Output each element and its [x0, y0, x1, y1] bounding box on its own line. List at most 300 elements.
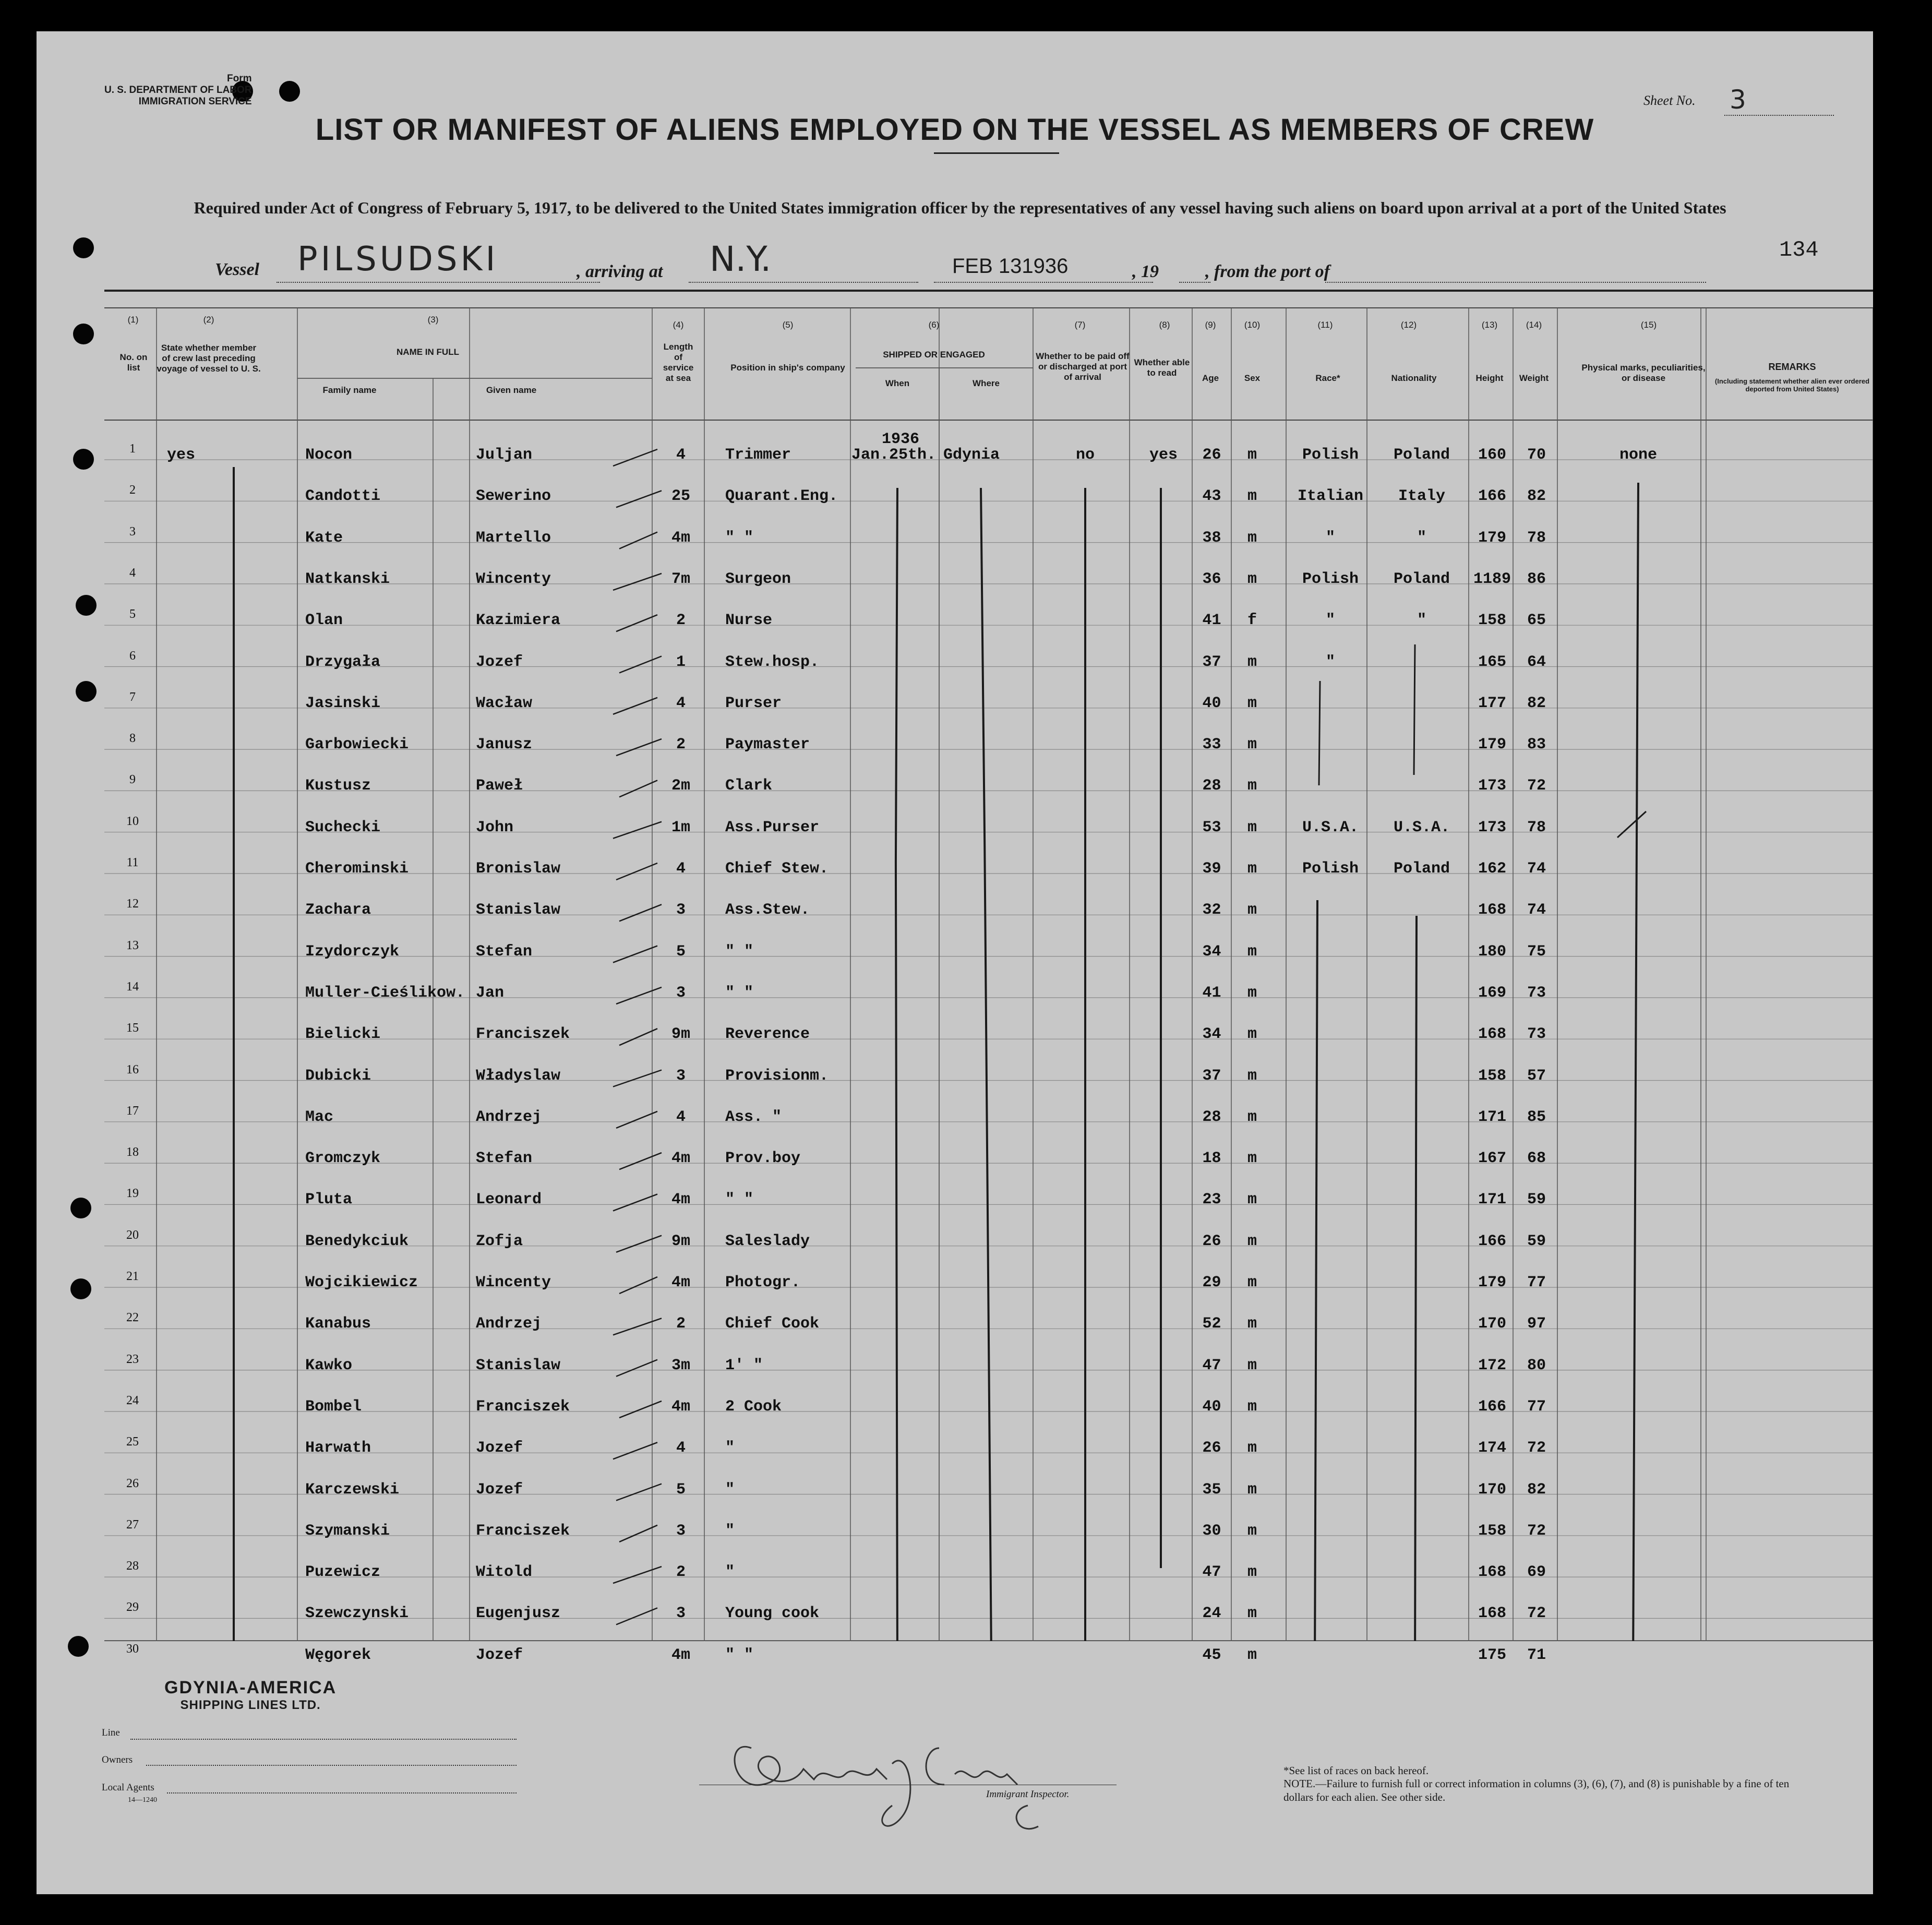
cell-weight: 59 [1527, 1232, 1546, 1250]
cell-service: 2 [676, 612, 686, 630]
cell-age: 38 [1202, 529, 1221, 547]
cell-service: 4 [676, 1439, 686, 1457]
cell-race: Polish [1302, 860, 1359, 878]
cell-weight: 65 [1527, 612, 1546, 630]
cell-height: 1189 [1473, 570, 1511, 588]
cell-position: " " [725, 1646, 754, 1664]
col5-header: Position in ship's company [730, 363, 845, 373]
cell-service: 4 [676, 446, 686, 464]
cell-family: Puzewicz [305, 1563, 381, 1582]
cell-height: 165 [1478, 653, 1506, 671]
cell-position: Purser [725, 694, 782, 712]
cell-weight: 72 [1527, 1605, 1546, 1623]
cell-service: 5 [676, 942, 686, 961]
cell-service: 3 [676, 1522, 686, 1540]
cell-age: 28 [1202, 1108, 1221, 1126]
cell-weight: 75 [1527, 942, 1546, 961]
cell-age: 35 [1202, 1480, 1221, 1499]
cell-sex: m [1247, 942, 1257, 961]
cell-no: 17 [126, 1104, 139, 1118]
sheet-label: Sheet No. [1643, 93, 1696, 108]
ditto-race-lower [1315, 900, 1317, 1641]
cell-position: Provisionm. [725, 1067, 829, 1085]
crew-table [104, 274, 1873, 1664]
cell-position: Photogr. [725, 1274, 801, 1292]
fine-note: NOTE.—Failure to furnish full or correct information in columns (3), (6), (7), and (8) is punishable by a fine of ten dollars for each alien. See other side. [1283, 1777, 1790, 1803]
cell-position: " [725, 1563, 735, 1582]
col7-number: (7) [1074, 320, 1086, 330]
cell-age: 43 [1202, 487, 1221, 506]
cell-sex: m [1247, 1191, 1257, 1209]
col9-number: (9) [1205, 320, 1216, 330]
cell-given: Kazimiera [476, 612, 561, 630]
col6-when-header: When [885, 378, 910, 388]
col14-number: (14) [1526, 320, 1542, 330]
cell-no: 19 [126, 1187, 139, 1201]
cell-weight: 83 [1527, 736, 1546, 754]
col16-header: REMARKS [1768, 362, 1816, 372]
cell-given: Leonard [476, 1191, 542, 1209]
cell-weight: 86 [1527, 570, 1546, 588]
cell-family: Jasinski [305, 694, 381, 712]
col10-header: Sex [1244, 373, 1261, 383]
ditto-line-marks [1633, 483, 1638, 1641]
races-note: *See list of races on back hereof. [1283, 1764, 1429, 1777]
cell-no: 14 [126, 979, 139, 994]
from-port-label: , from the port of [1205, 262, 1330, 281]
cell-no: 6 [129, 649, 136, 663]
cell-race: " [1325, 653, 1335, 671]
cell-position: " " [725, 529, 754, 547]
cell-family: Zachara [305, 901, 371, 919]
cell-weight: 82 [1527, 1480, 1546, 1499]
cell-height: 173 [1478, 818, 1506, 836]
cell-sex: m [1247, 1315, 1257, 1333]
cell-family: Natkanski [305, 570, 390, 588]
cell-position: Stew.hosp. [725, 653, 820, 671]
cell-height: 168 [1478, 1563, 1506, 1582]
cell-family: Pluta [305, 1191, 353, 1209]
cell-position: " [725, 1480, 735, 1499]
ditto-line-when [895, 488, 897, 1641]
cell-height: 158 [1478, 1067, 1506, 1085]
cell-race: " [1325, 529, 1335, 547]
col8-number: (8) [1159, 320, 1170, 330]
cell-no: 7 [129, 690, 136, 704]
cell-sex: m [1247, 1646, 1257, 1664]
cell-no: 30 [126, 1642, 139, 1656]
cell-no: 2 [129, 483, 136, 497]
cell-height: 168 [1478, 1605, 1506, 1623]
cell-age: 34 [1202, 1025, 1221, 1044]
col2-number: (2) [203, 315, 214, 325]
col12-header: Nationality [1391, 373, 1437, 383]
cell-age: 37 [1202, 1067, 1221, 1085]
cell-age: 18 [1202, 1150, 1221, 1168]
inspector-label: Immigrant Inspector. [986, 1789, 1070, 1800]
cell-service: 3 [676, 901, 686, 919]
cell-given: Jozef [476, 1646, 523, 1664]
cell-nationality: Poland [1393, 446, 1450, 464]
cell-weight: 82 [1527, 694, 1546, 712]
cell-given: Paweł [476, 777, 523, 795]
arriving-label: , arriving at [577, 262, 663, 281]
col1-number: (1) [127, 315, 139, 325]
cell-no: 16 [126, 1062, 139, 1077]
cell-height: 170 [1478, 1315, 1506, 1333]
cell-position: " [725, 1439, 735, 1457]
cell-nationality: U.S.A. [1393, 818, 1450, 836]
cell-family: Szymanski [305, 1522, 390, 1540]
cell-no: 28 [126, 1559, 139, 1573]
col2-header: State whether member of crew last preceding voyage of vessel to U. S. [157, 343, 261, 374]
cell-age: 52 [1202, 1315, 1221, 1333]
cell-service: 5 [676, 1480, 686, 1499]
cell-family: Karczewski [305, 1480, 400, 1499]
cell-no: 11 [126, 856, 139, 869]
cell-sex: m [1247, 901, 1257, 919]
vessel-label: Vessel [215, 260, 259, 279]
cell-given: Stanislaw [476, 1356, 561, 1374]
cell-position: Young cook [725, 1605, 820, 1623]
cell-weight: 64 [1527, 653, 1546, 671]
cell-race: Polish [1302, 570, 1359, 588]
cell-family: Harwath [305, 1439, 371, 1457]
cell-race: " [1325, 612, 1335, 630]
cell-height: 175 [1478, 1646, 1506, 1664]
cell-no: 5 [129, 607, 136, 621]
cell-service: 2 [676, 1563, 686, 1582]
cell-race: Italian [1297, 487, 1364, 506]
cell-given: Wincenty [476, 1274, 551, 1292]
cell-sex: m [1247, 1067, 1257, 1085]
cell-family: Garbowiecki [305, 736, 409, 754]
cell-position: Trimmer [725, 446, 791, 464]
cell-weight: 97 [1527, 1315, 1546, 1333]
cell-age: 29 [1202, 1274, 1221, 1292]
cell-height: 179 [1478, 529, 1506, 547]
cell-family: Wojcikiewicz [305, 1274, 418, 1292]
cell-race: Polish [1302, 446, 1359, 464]
cell-family: Bielicki [305, 1025, 381, 1044]
cell-weight: 59 [1527, 1191, 1546, 1209]
cell-position: 2 Cook [725, 1397, 782, 1416]
cell-family: Kawko [305, 1356, 353, 1374]
cell-sex: m [1247, 653, 1257, 671]
vessel-name: PILSUDSKI [297, 240, 499, 279]
cell-nationality: Poland [1393, 860, 1450, 878]
cell-position: Clark [725, 777, 773, 795]
cell-height: 174 [1478, 1439, 1506, 1457]
col6-where-header: Where [973, 378, 1000, 388]
cell-sex: m [1247, 818, 1257, 836]
cell-height: 160 [1478, 446, 1506, 464]
cell-given: Martello [476, 529, 551, 547]
cell-age: 23 [1202, 1191, 1221, 1209]
punch-hole [76, 681, 97, 702]
cell-sex: m [1247, 1480, 1257, 1499]
year-label: , 19 [1132, 262, 1159, 281]
cell-read: yes [1149, 446, 1178, 464]
line-underline [130, 1739, 517, 1740]
cell-weight: 74 [1527, 901, 1546, 919]
cell-weight: 72 [1527, 1439, 1546, 1457]
cell-given: Stefan [476, 942, 533, 961]
cell-no: 9 [129, 773, 136, 787]
cell-weight: 72 [1527, 777, 1546, 795]
company-stamp [164, 1678, 337, 1713]
cell-service: 4m [671, 1191, 690, 1209]
ditto-nationality-upper [1414, 644, 1415, 775]
cell-position: Ass.Stew. [725, 901, 810, 919]
cell-weight: 68 [1527, 1150, 1546, 1168]
cell-age: 40 [1202, 1397, 1221, 1416]
cell-no: 1 [129, 442, 136, 456]
cell-service: 3 [676, 984, 686, 1002]
punch-hole [70, 1278, 91, 1299]
cell-height: 177 [1478, 694, 1506, 712]
company-stamp-line1: GDYNIA-AMERICA [164, 1678, 337, 1697]
cell-height: 180 [1478, 942, 1506, 961]
cell-sex: m [1247, 1605, 1257, 1623]
cell-family: Olan [305, 612, 343, 630]
ditto-nationality-lower [1415, 916, 1417, 1641]
cell-service: 2 [676, 1315, 686, 1333]
col11-number: (11) [1317, 320, 1333, 330]
cell-given: Bronislaw [476, 860, 561, 878]
punch-hole [76, 595, 97, 616]
col6-number: (6) [928, 320, 940, 330]
cell-service: 4m [671, 1150, 690, 1168]
cell-nationality: Poland [1393, 570, 1450, 588]
cell-position: Chief Stew. [725, 860, 829, 878]
shipped-year: 1936 [882, 431, 920, 448]
cell-age: 53 [1202, 818, 1221, 836]
cell-given: Sewerino [476, 487, 551, 506]
cell-given: Franciszek [476, 1522, 570, 1540]
cell-no: 21 [126, 1270, 139, 1283]
cell-sex: m [1247, 1025, 1257, 1044]
cell-position: " " [725, 984, 754, 1002]
cell-age: 26 [1202, 1232, 1221, 1250]
cell-weight: 71 [1527, 1646, 1546, 1664]
punch-hole [279, 81, 300, 102]
cell-weight: 73 [1527, 984, 1546, 1002]
cell-position: Saleslady [725, 1232, 810, 1250]
col15-number: (15) [1640, 320, 1657, 330]
col16-subheader: (Including statement whether alien ever ordered deported from United States) [1714, 377, 1870, 393]
cell-sex: m [1247, 1563, 1257, 1582]
stamp-number: 134 [1779, 237, 1819, 262]
cell-family: Szewczynski [305, 1605, 409, 1623]
tick-remark [1617, 811, 1646, 838]
form-id [104, 73, 252, 107]
cell-service: 9m [671, 1232, 690, 1250]
col4-header: Length of service at sea [663, 342, 694, 383]
cell-weight: 74 [1527, 860, 1546, 878]
cell-service: 4m [671, 529, 690, 547]
cell-age: 39 [1202, 860, 1221, 878]
cell-age: 41 [1202, 612, 1221, 630]
company-stamp-line2: SHIPPING LINES LTD. [180, 1698, 321, 1712]
cell-given: John [476, 818, 514, 836]
cell-height: 169 [1478, 984, 1506, 1002]
col7-header: Whether to be paid off or discharged at port of arrival [1036, 351, 1130, 382]
cell-position: " " [725, 942, 754, 961]
cell-sex: m [1247, 1232, 1257, 1250]
cell-position: Surgeon [725, 570, 791, 588]
cell-service: 3 [676, 1067, 686, 1085]
cell-no: 23 [126, 1352, 139, 1366]
cell-given: Wincenty [476, 570, 551, 588]
cell-sex: m [1247, 1274, 1257, 1292]
cell-sex: m [1247, 736, 1257, 754]
cell-given: Władyslaw [476, 1067, 561, 1085]
owners-underline [146, 1765, 517, 1766]
cell-sex: m [1247, 777, 1257, 795]
cell-weight: 77 [1527, 1397, 1546, 1416]
cell-family: Muller-Cieślikow. [305, 984, 465, 1002]
cell-no: 27 [126, 1517, 139, 1532]
form-label: Form [227, 73, 252, 84]
cell-weight: 73 [1527, 1025, 1546, 1044]
cell-height: 158 [1478, 612, 1506, 630]
cell-family: Dubicki [305, 1067, 371, 1085]
agents-underline [167, 1792, 517, 1794]
cell-given: Zofja [476, 1232, 523, 1250]
cell-family: Drzygała [305, 653, 381, 671]
cell-no: 20 [126, 1228, 139, 1242]
col12-number: (12) [1400, 320, 1417, 330]
cell-height: 173 [1478, 777, 1506, 795]
page-title: LIST OR MANIFEST OF ALIENS EMPLOYED ON THE VESSEL AS MEMBERS OF CREW [315, 113, 1594, 147]
cell-given: Juljan [476, 446, 533, 464]
cell-service: 3m [671, 1356, 690, 1374]
department-label: U. S. DEPARTMENT OF LABOR [104, 85, 252, 95]
cell-position: Quarant.Eng. [725, 487, 838, 506]
col3-family-header: Family name [322, 385, 377, 395]
title-rule [934, 152, 1059, 154]
cell-service: 7m [671, 570, 690, 588]
cell-weight: 82 [1527, 487, 1546, 506]
cell-given: Andrzej [476, 1315, 542, 1333]
cell-sex: m [1247, 1150, 1257, 1168]
cell-given: Eugenjusz [476, 1605, 561, 1623]
cell-given: Janusz [476, 736, 533, 754]
col11-header: Race* [1315, 373, 1340, 383]
col9-header: Age [1202, 373, 1219, 383]
cell-height: 168 [1478, 1025, 1506, 1044]
ditto-race-upper [1319, 681, 1320, 785]
cell-sex: m [1247, 487, 1257, 506]
cell-service: 2 [676, 736, 686, 754]
cell-height: 170 [1478, 1480, 1506, 1499]
cell-family: Izydorczyk [305, 942, 400, 961]
cell-no: 10 [126, 814, 139, 828]
cell-nationality: Italy [1398, 487, 1445, 506]
manifest-page [37, 31, 1873, 1894]
cell-height: 167 [1478, 1150, 1506, 1168]
cell-family: Mac [305, 1108, 334, 1126]
owners-label: Owners [102, 1754, 133, 1765]
cell-height: 166 [1478, 1397, 1506, 1416]
cell-service: 4 [676, 1108, 686, 1126]
cell-no: 8 [129, 732, 136, 746]
cell-no: 18 [126, 1145, 139, 1159]
cell-position: Prov.boy [725, 1150, 801, 1168]
cell-marks: none [1619, 446, 1657, 464]
cell-service: 2m [671, 777, 690, 795]
cell-position: Chief Cook [725, 1315, 820, 1333]
cell-age: 45 [1202, 1646, 1221, 1664]
col13-number: (13) [1481, 320, 1498, 330]
cell-position: Paymaster [725, 736, 810, 754]
col5-number: (5) [782, 320, 794, 330]
cell-weight: 72 [1527, 1522, 1546, 1540]
cell-no: 4 [129, 566, 136, 580]
cell-sex: f [1247, 612, 1257, 630]
cell-family: Candotti [305, 487, 381, 506]
cell-height: 166 [1478, 487, 1506, 506]
cell-weight: 57 [1527, 1067, 1546, 1085]
cell-height: 179 [1478, 1274, 1506, 1292]
cell-sex: m [1247, 1397, 1257, 1416]
cell-height: 168 [1478, 901, 1506, 919]
col3-given-header: Given name [486, 385, 537, 395]
cell-no: 25 [126, 1435, 139, 1449]
cell-service: 4 [676, 860, 686, 878]
cell-sex: m [1247, 1356, 1257, 1374]
line-label: Line [102, 1727, 120, 1738]
cell-nationality: " [1417, 612, 1426, 630]
cell-no: 22 [126, 1311, 139, 1325]
cell-weight: 70 [1527, 446, 1546, 464]
cell-family: Bombel [305, 1397, 362, 1416]
cell-height: 172 [1478, 1356, 1506, 1374]
cell-age: 47 [1202, 1563, 1221, 1582]
cell-sex: m [1247, 984, 1257, 1002]
cell-sex: m [1247, 1522, 1257, 1540]
cell-sex: m [1247, 446, 1257, 464]
cell-age: 30 [1202, 1522, 1221, 1540]
cell-family: Kanabus [305, 1315, 371, 1333]
cell-race: U.S.A. [1302, 818, 1359, 836]
cell-service: 4 [676, 694, 686, 712]
col13-header: Height [1475, 373, 1504, 383]
cell-service: 3 [676, 1605, 686, 1623]
cell-position: " [725, 1522, 735, 1540]
cell-service: 4m [671, 1274, 690, 1292]
cell-paid: no [1075, 446, 1095, 464]
arrival-date-stamp: FEB 131936 [952, 255, 1069, 278]
col14-header: Weight [1519, 373, 1549, 383]
cell-given: Andrzej [476, 1108, 542, 1126]
cell-position: Nurse [725, 612, 773, 630]
col3-number: (3) [427, 315, 439, 325]
cell-given: Stanislaw [476, 901, 561, 919]
cell-age: 41 [1202, 984, 1221, 1002]
local-agents-label: Local Agents [102, 1782, 154, 1793]
cell-service: 25 [671, 487, 690, 506]
cell-given: Franciszek [476, 1025, 570, 1044]
cell-age: 33 [1202, 736, 1221, 754]
col15-header: Physical marks, peculiarities, or disease [1581, 363, 1706, 383]
cell-age: 26 [1202, 1439, 1221, 1457]
cell-service: 1 [676, 653, 686, 671]
cell-no: 3 [129, 524, 136, 539]
cell-position: Reverence [725, 1025, 810, 1044]
cell-given: Jozef [476, 653, 523, 671]
